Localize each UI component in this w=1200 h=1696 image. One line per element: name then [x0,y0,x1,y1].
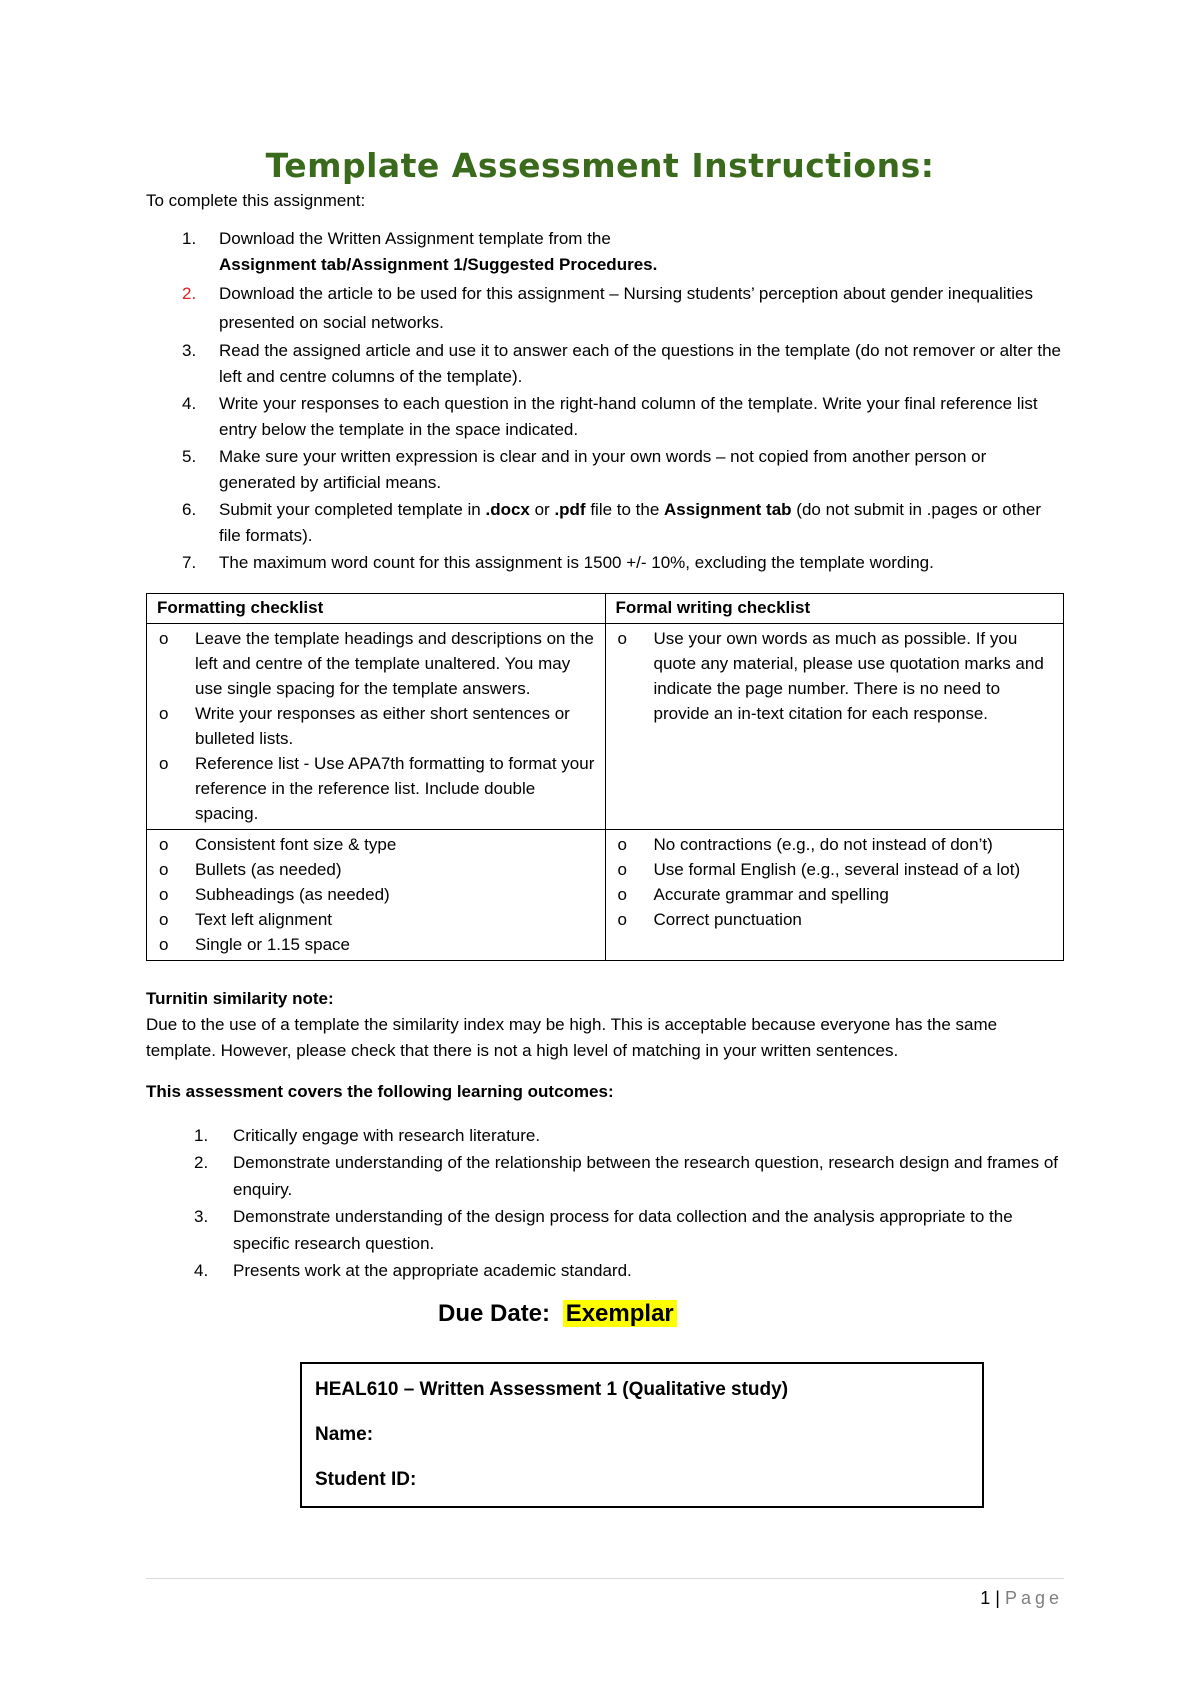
step-number: 5. [182,447,197,466]
learning-outcomes-list [146,1122,1071,1284]
due-date [438,1300,677,1328]
circle-bullet-icon: o [159,885,169,904]
checklist-item-text: Subheadings (as needed) [195,885,390,904]
checklist-item [616,882,1054,907]
footer-separator: | [995,1588,1000,1608]
circle-bullet-icon: o [159,754,169,773]
page-label: Page [1004,1588,1063,1608]
step-text: Download the article to be used for this assignment – Nursing students’ perception about gender inequalities presented on social networks. [219,284,1033,332]
step-text: or [529,500,555,519]
footer-divider [146,1578,1064,1579]
step-item [146,444,1066,496]
outcome-number: 1. [194,1126,209,1145]
page-title: Template Assessment Instructions: [265,146,935,185]
outcome-number: 3. [194,1207,209,1226]
step-item [146,391,1066,443]
turnitin-text: Due to the use of a template the similarity index may be high. This is acceptable because everyone has the same template. However, please check that there is not a high level of matching in your written sentences. [146,1015,998,1060]
step-text: file to the [585,500,665,519]
step-text: Download the Written Assignment template from the [219,229,611,248]
checklist-item-text: Text left alignment [195,910,333,929]
step-bold-text: .pdf [554,500,586,519]
step-item [146,550,1066,576]
checklist-item [616,626,1054,726]
turnitin-heading: Turnitin similarity note: [146,989,334,1008]
step-text: (do not submit in .pages or other file formats). [219,500,1042,545]
writing-checklist-header: Formal writing checklist [605,594,1064,624]
outcome-number: 2. [194,1153,209,1172]
checklist-item [157,832,595,857]
step-number: 6. [182,500,197,519]
circle-bullet-icon: o [159,935,169,954]
step-item [146,338,1066,390]
student-info-box [300,1362,984,1508]
intro-text: To complete this assignment: [146,191,366,210]
step-item [146,279,1066,337]
circle-bullet-icon: o [617,860,627,879]
checklist-item-text: Use formal English (e.g., several instead of a lot) [653,860,1021,879]
turnitin-note [146,986,1066,1064]
outcome-item [146,1149,1071,1203]
checklist-item [157,932,595,957]
circle-bullet-icon: o [159,860,169,879]
page-footer [980,1588,1063,1609]
step-item [146,497,1066,549]
outcome-item [146,1203,1071,1257]
checklist-item-text: Accurate grammar and spelling [653,885,889,904]
checklist-table [146,593,1064,961]
outcome-text: Critically engage with research literature. [233,1126,541,1145]
circle-bullet-icon: o [159,835,169,854]
checklist-item [616,857,1054,882]
outcome-text: Demonstrate understanding of the relationship between the research question, research design and frames of enquiry. [233,1153,1058,1199]
step-number: 7. [182,553,197,572]
circle-bullet-icon: o [617,629,627,648]
step-bold-text: .docx [485,500,530,519]
checklist-item-text: Consistent font size & type [195,835,397,854]
checklist-item-text: Bullets (as needed) [195,860,342,879]
checklist-item [157,857,595,882]
checklist-item-text: Single or 1.15 space [195,935,350,954]
student-id-label: Student ID: [315,1469,417,1490]
step-bold-text: Assignment tab/Assignment 1/Suggested Procedures. [219,255,658,274]
checklist-item-text: Write your responses as either short sentences or bulleted lists. [195,704,570,748]
checklist-item-text: Leave the template headings and descriptions on the left and centre of the template unaltered. You may use single spacing for the template answers. [195,629,594,698]
circle-bullet-icon: o [617,910,627,929]
checklist-item-text: Correct punctuation [653,910,802,929]
checklist-item-text: Use your own words as much as possible. If you quote any material, please use quotation marks and indicate the page number. There is no need to provide an in-text citation for each response. [653,629,1044,723]
checklist-item [157,751,595,826]
step-number: 4. [182,394,197,413]
outcome-text: Demonstrate understanding of the design process for data collection and the analysis appropriate to the specific research question. [233,1207,1013,1253]
step-number: 2. [182,284,197,303]
course-title: HEAL610 – Written Assessment 1 (Qualitative study) [315,1379,789,1400]
circle-bullet-icon: o [159,704,169,723]
circle-bullet-icon: o [617,885,627,904]
checklist-item-text: Reference list - Use APA7th formatting to format your reference in the reference list. Include double spacing. [195,754,595,823]
checklist-item [157,882,595,907]
step-text: The maximum word count for this assignment is 1500 +/- 10%, excluding the template wording. [219,553,934,572]
step-text: Submit your completed template in [219,500,486,519]
step-number: 1. [182,229,197,248]
circle-bullet-icon: o [617,835,627,854]
checklist-item-text: No contractions (e.g., do not instead of don’t) [653,835,993,854]
step-bold-text: Assignment tab [664,500,792,519]
formatting-top-cell [147,624,606,830]
learning-outcomes-heading: This assessment covers the following learning outcomes: [146,1082,614,1101]
outcome-number: 4. [194,1261,209,1280]
circle-bullet-icon: o [159,629,169,648]
step-text: Make sure your written expression is clear and in your own words – not copied from another person or generated by artificial means. [219,447,987,492]
instruction-steps [146,226,1066,577]
due-date-value: Exemplar [563,1300,677,1327]
page-number: 1 [980,1588,991,1608]
step-text: Write your responses to each question in the right-hand column of the template. Write your final reference list entry below the template in the space indicated. [219,394,1038,439]
step-item [146,226,1066,278]
outcome-item [146,1257,1071,1284]
name-label: Name: [315,1424,374,1445]
checklist-item [616,907,1054,932]
checklist-item [616,832,1054,857]
step-number: 3. [182,341,197,360]
formatting-bottom-cell [147,830,606,961]
due-date-label: Due Date: [438,1300,551,1327]
writing-bottom-cell [605,830,1064,961]
writing-top-cell [605,624,1064,830]
outcome-text: Presents work at the appropriate academic standard. [233,1261,632,1280]
formatting-checklist-header: Formatting checklist [147,594,606,624]
checklist-item [157,701,595,751]
step-text: Read the assigned article and use it to answer each of the questions in the template (do not remover or alter the left and centre columns of the template). [219,341,1061,386]
circle-bullet-icon: o [159,910,169,929]
outcome-item [146,1122,1071,1149]
checklist-item [157,907,595,932]
checklist-item [157,626,595,701]
